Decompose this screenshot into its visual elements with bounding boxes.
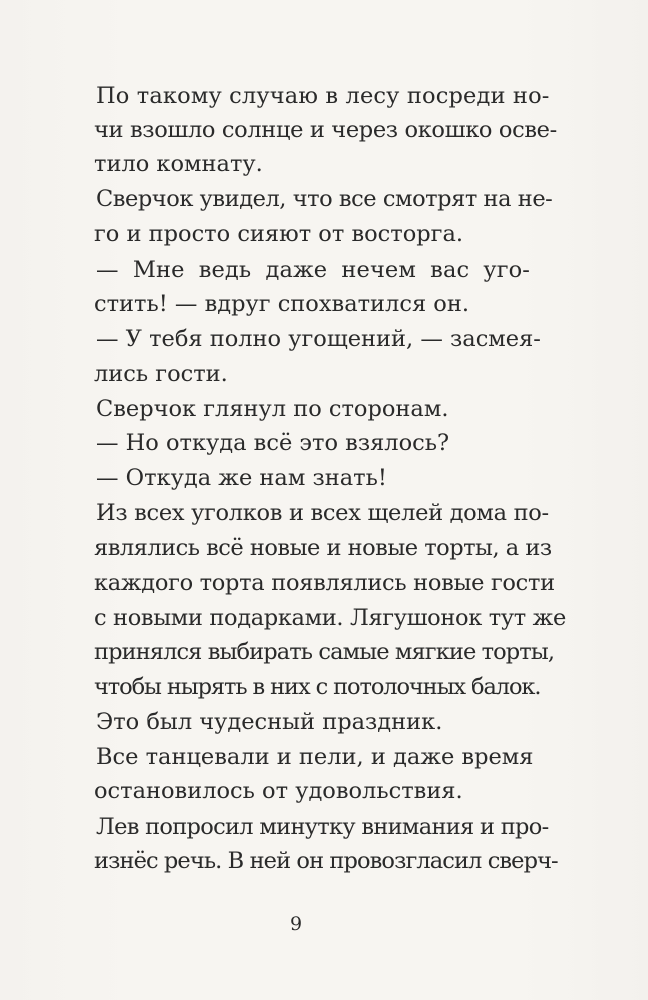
text-line: По такому случаю в лесу посреди но- <box>96 83 550 109</box>
text-line: Сверчок увидел, что все смотрят на не- <box>96 186 553 212</box>
text-line: лись гости. <box>94 361 228 387</box>
page-number: 9 <box>289 913 303 935</box>
text-line: принялся выбирать самые мягкие торты, <box>94 639 555 665</box>
text-line: чи взошло солнце и через окошко осве- <box>94 117 557 143</box>
text-line: стить! — вдруг спохватился он. <box>94 291 469 317</box>
text-line: Лев попросил минутку внимания и про- <box>96 814 549 840</box>
text-line: тило комнату. <box>94 151 263 177</box>
text-line: Сверчок глянул по сторонам. <box>96 396 449 422</box>
text-line: Все танцевали и пели, и даже время <box>96 744 534 770</box>
text-line: Из всех уголков и всех щелей дома по- <box>96 500 549 526</box>
text-line: чтобы нырять в них с потолочных балок. <box>94 674 541 700</box>
text-line: каждого торта появлялись новые гости <box>94 570 555 596</box>
text-line: являлись всё новые и новые торты, а из <box>94 535 552 561</box>
text-line: Это был чудесный праздник. <box>96 709 443 735</box>
text-line: го и просто сияют от восторга. <box>94 221 464 247</box>
text-line: изнёс речь. В ней он провозгласил сверч- <box>94 848 558 874</box>
text-line: — У тебя полно угощений, — засмея- <box>96 326 541 352</box>
text-line: — Мне ведь даже нечем вас уго- <box>96 257 530 283</box>
text-line: остановилось от удовольствия. <box>94 778 463 804</box>
text-line: — Откуда же нам знать! <box>96 465 387 491</box>
text-line: — Но откуда всё это взялось? <box>96 430 450 456</box>
text-line: с новыми подарками. Лягушонок тут же <box>94 605 566 631</box>
